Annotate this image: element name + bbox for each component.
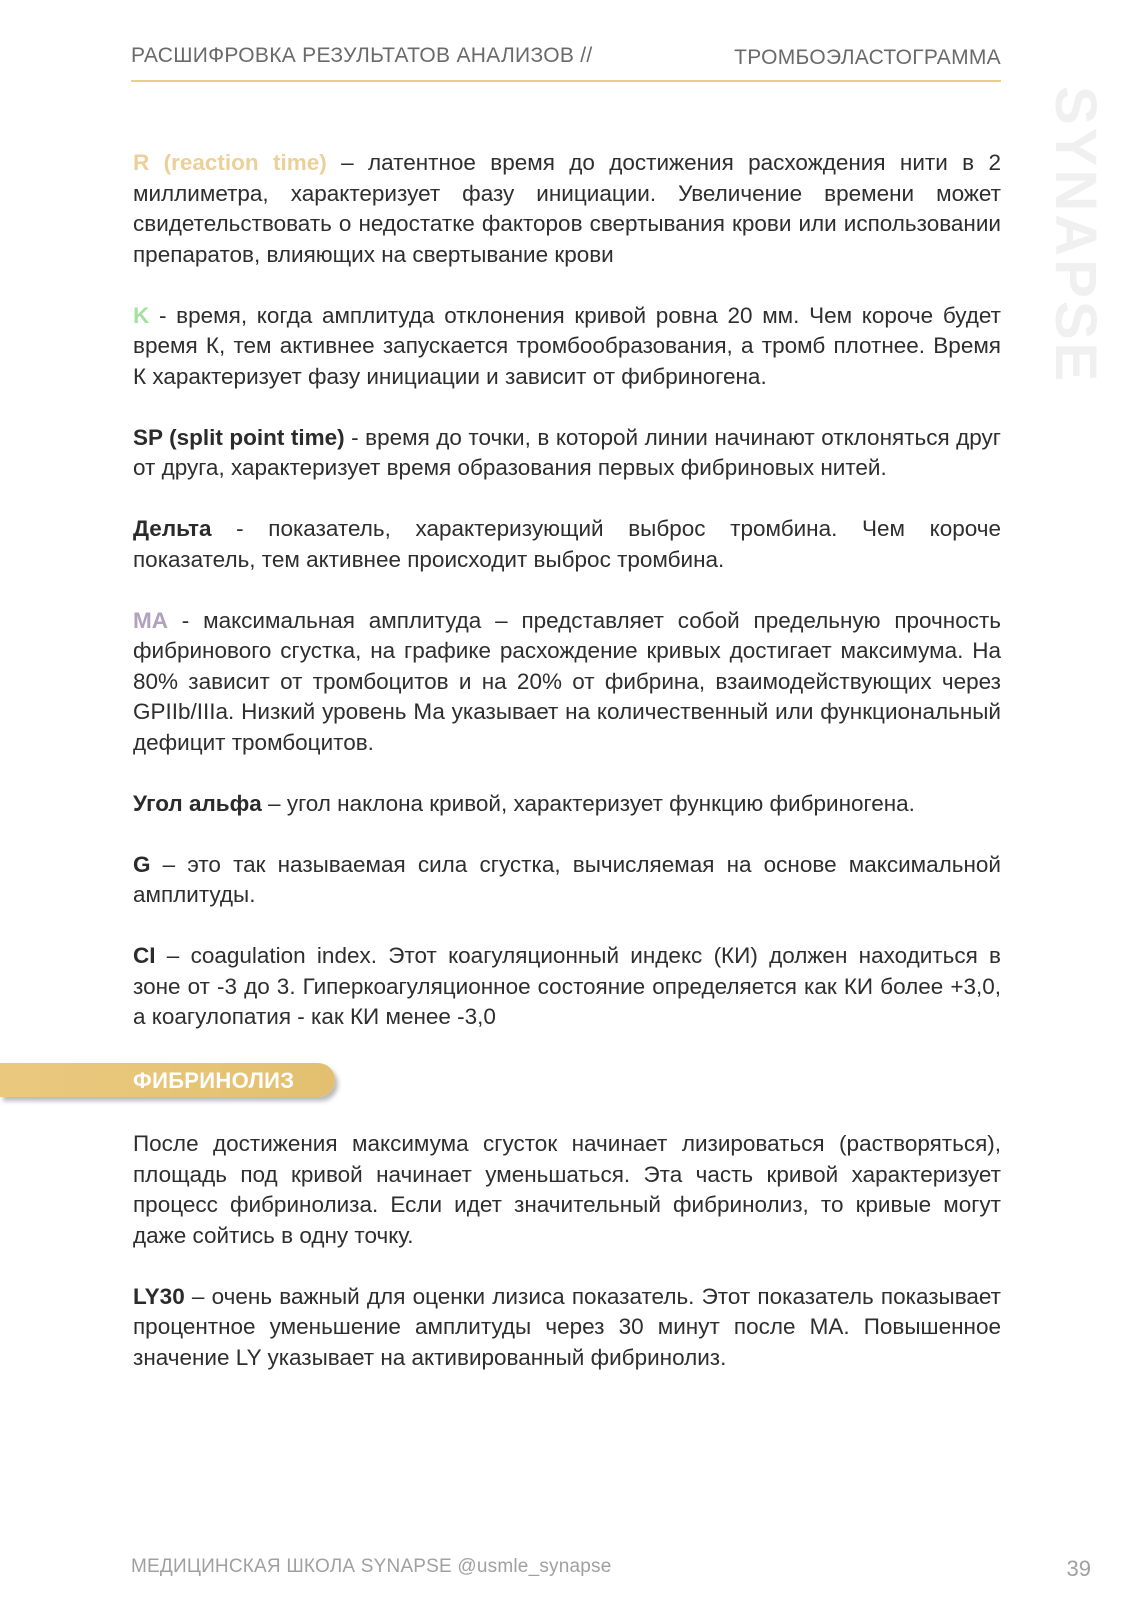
paragraph-alpha-text: – угол наклона кривой, характеризует функцию фибриногена. <box>261 790 915 816</box>
section-banner-fibrinolysis <box>0 1063 335 1097</box>
section-title: ФИБРИНОЛИЗ <box>133 1068 295 1093</box>
footer-school-name: МЕДИЦИНСКАЯ ШКОЛА SYNAPSE @usmle_synapse <box>131 1556 612 1577</box>
paragraph-ci-text: – coagulation index. Этот коагуляционный индекс (КИ) должен находиться в зоне от -3 до 3. Гиперкоагуляционное состояние определяется как КИ более +3,0, а коагулопатия - как КИ менее -3,0 <box>133 943 1001 1029</box>
term-k: K <box>133 302 150 328</box>
page-content <box>133 148 1001 1404</box>
paragraph-fibrinolysis-intro: После достижения максимума сгусток начинает лизироваться (растворяться), площадь под кривой начинает уменьшаться. Эта часть кривой характеризует процесс фибринолиза. Если идет значительный фибринолиз, то кривые могут даже сойтись в одну точку. <box>133 1131 1001 1248</box>
paragraph-sp <box>133 423 1001 484</box>
term-alpha: Угол альфа <box>133 790 262 816</box>
paragraph-ma-text: - максимальная амплитуда – представляет собой предельную прочность фибринового сгустка, на графике расхождение кривых достигает максимума. На 80% зависит от тромбоцитов и на 20% от фибрина, взаимодействующих через GPIIb/IIIa. Низкий уровень Ма указывает на количественный или функциональный дефицит тромбоцитов. <box>133 607 1001 755</box>
term-sp: SP (split point time) <box>133 424 345 450</box>
term-r: R (reaction time) <box>133 150 327 175</box>
paragraph-r <box>133 148 1001 270</box>
term-ci: CI <box>133 943 156 968</box>
header-right-title: ТРОМБОЭЛАСТОГРАММА <box>734 46 1001 69</box>
term-ly30: LY30 <box>133 1283 185 1309</box>
paragraph-k <box>133 301 1001 393</box>
paragraph-ly30 <box>133 1282 1001 1374</box>
synapse-watermark: SYNAPSE <box>1043 86 1108 385</box>
paragraph-alpha <box>133 789 1001 820</box>
page-number: 39 <box>1066 1556 1091 1581</box>
term-ma: MA <box>133 607 168 633</box>
paragraph-sp-text: - время до точки, в которой линии начинают отклоняться друг от друга, характеризует время образования первых фибриновых нитей. <box>133 424 1001 480</box>
paragraph-g-text: – это так называемая сила сгустка, вычисляемая на основе максимальной амплитуды. <box>133 851 1001 907</box>
paragraph-k-text: - время, когда амплитуда отклонения кривой ровна 20 мм. Чем короче будет время К, тем активнее запускается тромбообразования, а тромб плотнее. Время К характеризует фазу инициации и зависит от фибриногена. <box>133 302 1001 389</box>
paragraph-r-text: – латентное время до достижения расхождения нити в 2 миллиметра, характеризует фазу инициации. Увеличение времени может свидетельствовать о недостатке факторов свертывания крови или использовании препаратов, влияющих на свертывание крови <box>133 150 1001 267</box>
paragraph-delta <box>133 514 1001 575</box>
paragraph-ly30-text: – очень важный для оценки лизиса показатель. Этот показатель показывает процентное уменьшение амплитуды через 30 минут после МА. Повышенное значение LY указывает на активированный фибринолиз. <box>133 1283 1001 1370</box>
header-left-title: РАСШИФРОВКА РЕЗУЛЬТАТОВ АНАЛИЗОВ // <box>131 44 593 67</box>
paragraph-ma <box>133 606 1001 759</box>
paragraph-delta-text: - показатель, характеризующий выброс тромбина. Чем короче показатель, тем активнее происходит выброс тромбина. <box>133 516 1001 572</box>
paragraph-ci <box>133 941 1001 1033</box>
paragraph-g <box>133 850 1001 911</box>
term-delta: Дельта <box>133 516 212 541</box>
term-g: G <box>133 851 151 877</box>
page-header <box>131 42 1001 82</box>
